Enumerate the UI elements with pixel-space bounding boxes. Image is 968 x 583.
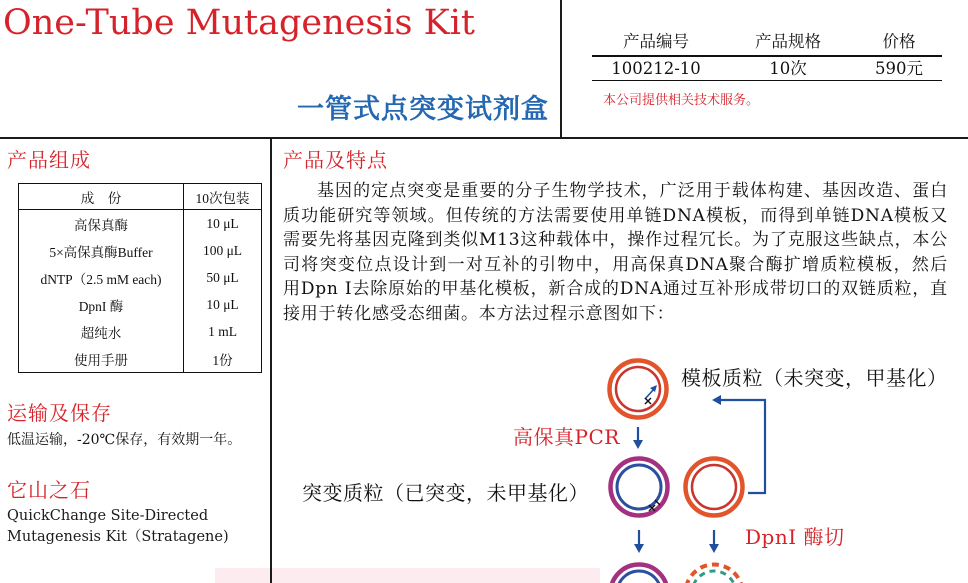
product-info-table xyxy=(592,29,942,81)
component-amount: 10 μL xyxy=(206,296,239,312)
header-divider-horizontal xyxy=(0,137,968,139)
table-row xyxy=(19,291,262,318)
pcr-arrow-icon xyxy=(633,427,643,449)
reference-line: Mutagenesis Kit（Stratagene) xyxy=(7,529,229,545)
package-header: 10次包装 xyxy=(184,184,262,210)
mutant-plasmid-label: 突变质粒（已突变，未甲基化） xyxy=(302,481,589,505)
composition-header-row xyxy=(19,184,262,210)
reference-line: QuickChange Site-Directed xyxy=(7,508,209,524)
column-divider xyxy=(270,138,272,583)
template-plasmid-label: 模板质粒（未突变，甲基化） xyxy=(681,366,948,390)
features-paragraph: 基因的定点突变是重要的分子生物学技术，广泛用于载体构建、基因改造、蛋白质功能研究等领域。但传统的方法需要使用单链DNA模板，而得到单链DNA模板又需要先将基因克隆到类似M13这种载体中，操作过程冗长。为了克服这些缺点，本公司将突变位点设计到一对互补的引物中，用高保真DNA聚合酶扩增质粒模板，然后用Dpn I去除原始的甲基化模板，新合成的DNA通过互补形成带切口的双链质粒，直接用于转化感受态细菌。本方法过程示意图如下： xyxy=(283,181,948,324)
background-band xyxy=(215,568,600,583)
component-name: DpnI 酶 xyxy=(19,291,184,318)
product-code-header: 产品编号 xyxy=(623,32,689,51)
component-name: 使用手册 xyxy=(19,345,184,373)
product-title-en: One-Tube Mutagenesis Kit xyxy=(3,3,475,43)
storage-heading: 运输及保存 xyxy=(7,401,112,425)
table-row xyxy=(19,210,262,238)
component-name: 高保真酶 xyxy=(19,210,184,238)
composition-heading: 产品组成 xyxy=(7,148,91,172)
component-amount: 100 μL xyxy=(202,242,243,258)
header-divider-vertical xyxy=(560,0,562,137)
table-row xyxy=(19,345,262,373)
price-header: 价格 xyxy=(882,32,916,51)
mutant-plasmid-icon xyxy=(611,459,668,516)
product-info-value-row xyxy=(592,57,942,81)
table-row xyxy=(19,318,262,345)
digested-plasmid-icon xyxy=(686,565,743,583)
product-code-value: 100212-10 xyxy=(611,59,701,78)
nicked-mutant-plasmid-icon xyxy=(611,565,668,583)
template-plasmid-icon xyxy=(610,361,667,418)
digest-arrow-icon xyxy=(709,530,719,553)
component-amount: 10 μL xyxy=(206,215,239,231)
composition-table xyxy=(18,183,262,373)
recycle-arrow-icon xyxy=(712,395,765,493)
table-row xyxy=(19,264,262,291)
pcr-step-label: 高保真PCR xyxy=(513,425,620,449)
component-name: 5×高保真酶Buffer xyxy=(19,237,184,264)
reference-heading: 它山之石 xyxy=(7,478,91,502)
product-info-header-row xyxy=(592,29,942,57)
table-row xyxy=(19,237,262,264)
transform-arrow-icon xyxy=(634,530,644,553)
component-header: 成 份 xyxy=(19,184,184,210)
parental-plasmid-icon xyxy=(686,459,743,516)
price-value: 590元 xyxy=(875,59,923,78)
product-spec-header: 产品规格 xyxy=(755,32,821,51)
mutagenesis-workflow-diagram xyxy=(560,350,780,583)
features-heading: 产品及特点 xyxy=(283,148,388,172)
component-amount: 1 mL xyxy=(208,323,237,339)
storage-text: 低温运输，-20℃保存，有效期一年。 xyxy=(7,432,242,448)
product-spec-value: 10次 xyxy=(769,59,807,78)
product-title-cn: 一管式点突变试剂盒 xyxy=(297,94,549,125)
component-amount: 1份 xyxy=(212,352,233,368)
digest-step-label: DpnI 酶切 xyxy=(745,525,845,549)
service-note: 本公司提供相关技术服务。 xyxy=(603,93,760,108)
component-name: 超纯水 xyxy=(19,318,184,345)
component-name: dNTP（2.5 mM each) xyxy=(19,264,184,291)
component-amount: 50 μL xyxy=(206,269,239,285)
